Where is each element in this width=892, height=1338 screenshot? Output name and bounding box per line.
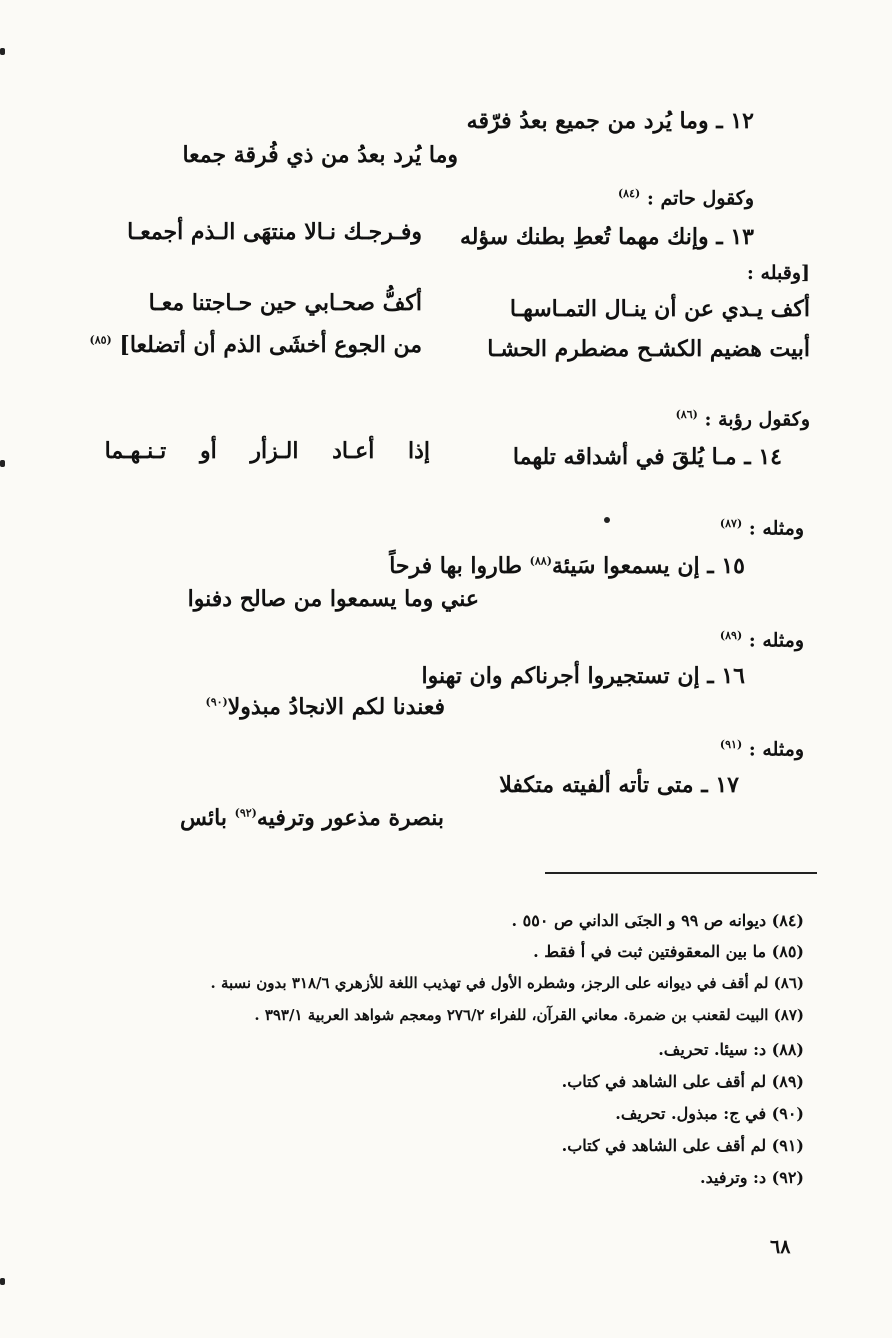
verse-17-second-hemistich [180,805,444,831]
footnote-91: (٩١) لم أقف على الشاهد في كتاب. [561,1136,804,1155]
intro-mithluh-91 [720,738,804,760]
intro-ruba-text: وكقول رؤبة : [704,408,810,431]
intro-mithluh-89-text: ومثله : [748,629,804,652]
footnote-ref-91: (٩١) [719,738,743,751]
footnote-ref-84: (٨٤) [617,187,641,200]
footnote-separator [545,872,817,874]
scan-mark [0,48,5,55]
intro-mithluh-87-text: ومثله : [748,517,804,540]
verse-15-second-hemistich: عني وما يسمعوا من صالح دفنوا [187,586,479,612]
footnote-84: (٨٤) ديوانه ص ٩٩ و الجنَى الداني ص ٥٥٠ . [511,911,804,930]
qablahu-line-1-first: أكف يـدي عن أن ينـال التمـاسهـا [509,296,810,322]
scan-mark [0,460,5,467]
qablahu-line-2-first: أبيت هضيم الكشـح مضطرم الحشـا [487,336,810,362]
footnote-90: (٩٠) في ج: مبذول. تحريف. [615,1104,804,1123]
verse-17-first-hemistich: ١٧ ـ متى تأته ألفيته متكفلا [499,772,739,798]
verse-12-second-hemistich: وما يُرد بعدُ من ذي فُرقة جمعا [182,142,458,168]
footnote-85: (٨٥) ما بين المعقوفتين ثبت في أ فقط . [533,942,804,961]
footnote-ref-89: (٨٩) [719,629,743,642]
qablahu-line-2-second-text: من الجوع أخشَى الذم أن أتضلعا] [119,332,422,358]
intro-qablahu: [وقبله : [746,262,810,284]
verse-12-first-hemistich: ١٢ ـ وما يُرد من جميع بعدُ فرّقه [466,108,754,134]
page-number: ٦٨ [770,1236,791,1258]
verse-17-second-text: بنصرة مذعور وترفيه [256,805,444,831]
verse-15-first-tail: طاروا بها فرحاً [389,553,530,579]
footnote-86: (٨٦) لم أقف في ديوانه على الرجز، وشطره الأول في تهذيب اللغة للأزهري ٣١٨/٦ بدون نسبة . [210,974,804,992]
intro-mithluh-89 [720,629,804,651]
scan-mark [0,1278,5,1285]
footnote-ref-86: (٨٦) [675,408,698,421]
ink-speck [604,517,610,523]
verse-17-second-tail: بائس [179,805,235,831]
verse-16-second-hemistich [205,694,445,720]
footnote-92: (٩٢) د: وترفيد. [700,1168,804,1187]
intro-mithluh-87 [720,517,804,539]
footnote-88: (٨٨) د: سيئا. تحريف. [658,1040,804,1059]
intro-mithluh-91-text: ومثله : [748,738,804,761]
verse-16-first-hemistich: ١٦ ـ إن تستجيروا أجرناكم وان تهنوا [421,663,745,689]
verse-15-first-text: ١٥ ـ إن يسمعوا سَيئة [551,553,745,579]
verse-13-first-hemistich: ١٣ ـ وإنك مهما تُعطِ بطنك سؤله [459,224,754,250]
footnote-89: (٨٩) لم أقف على الشاهد في كتاب. [561,1072,804,1091]
intro-ruba [676,408,810,430]
verse-16-second-text: فعندنا لكم الانجادُ مبذولا [227,694,445,720]
verse-13-second-hemistich: وفـرجـك نـالا منتهَى الـذم أجمعـا [127,219,422,245]
footnote-87: (٨٧) البيت لقعنب بن ضمرة. معاني القرآن، للفراء ٢٧٦/٢ ومعجم شواهد العربية ٣٩٣/١ . [254,1006,804,1024]
qablahu-line-1-second: أكفُّ صحـابي حين حـاجتنا معـا [148,290,422,316]
verse-14-second-hemistich: إذا أعـاد الـزأر أو تـنـهـما [104,438,430,464]
intro-hatim [618,187,754,209]
intro-hatim-text: وكقول حاتم : [646,187,754,210]
footnote-ref-88: (٨٨) [529,554,552,568]
footnote-ref-87: (٨٧) [719,517,743,530]
qablahu-line-2-second [89,332,422,358]
verse-15-first-hemistich [389,553,745,579]
footnote-ref-92: (٩٢) [234,806,257,820]
footnote-ref-90: (٩٠) [205,695,228,709]
verse-14-first-hemistich: ١٤ ـ مـا يُلقَ في أشداقه تلهما [512,444,782,470]
footnote-ref-85: (٨٥) [89,333,112,347]
